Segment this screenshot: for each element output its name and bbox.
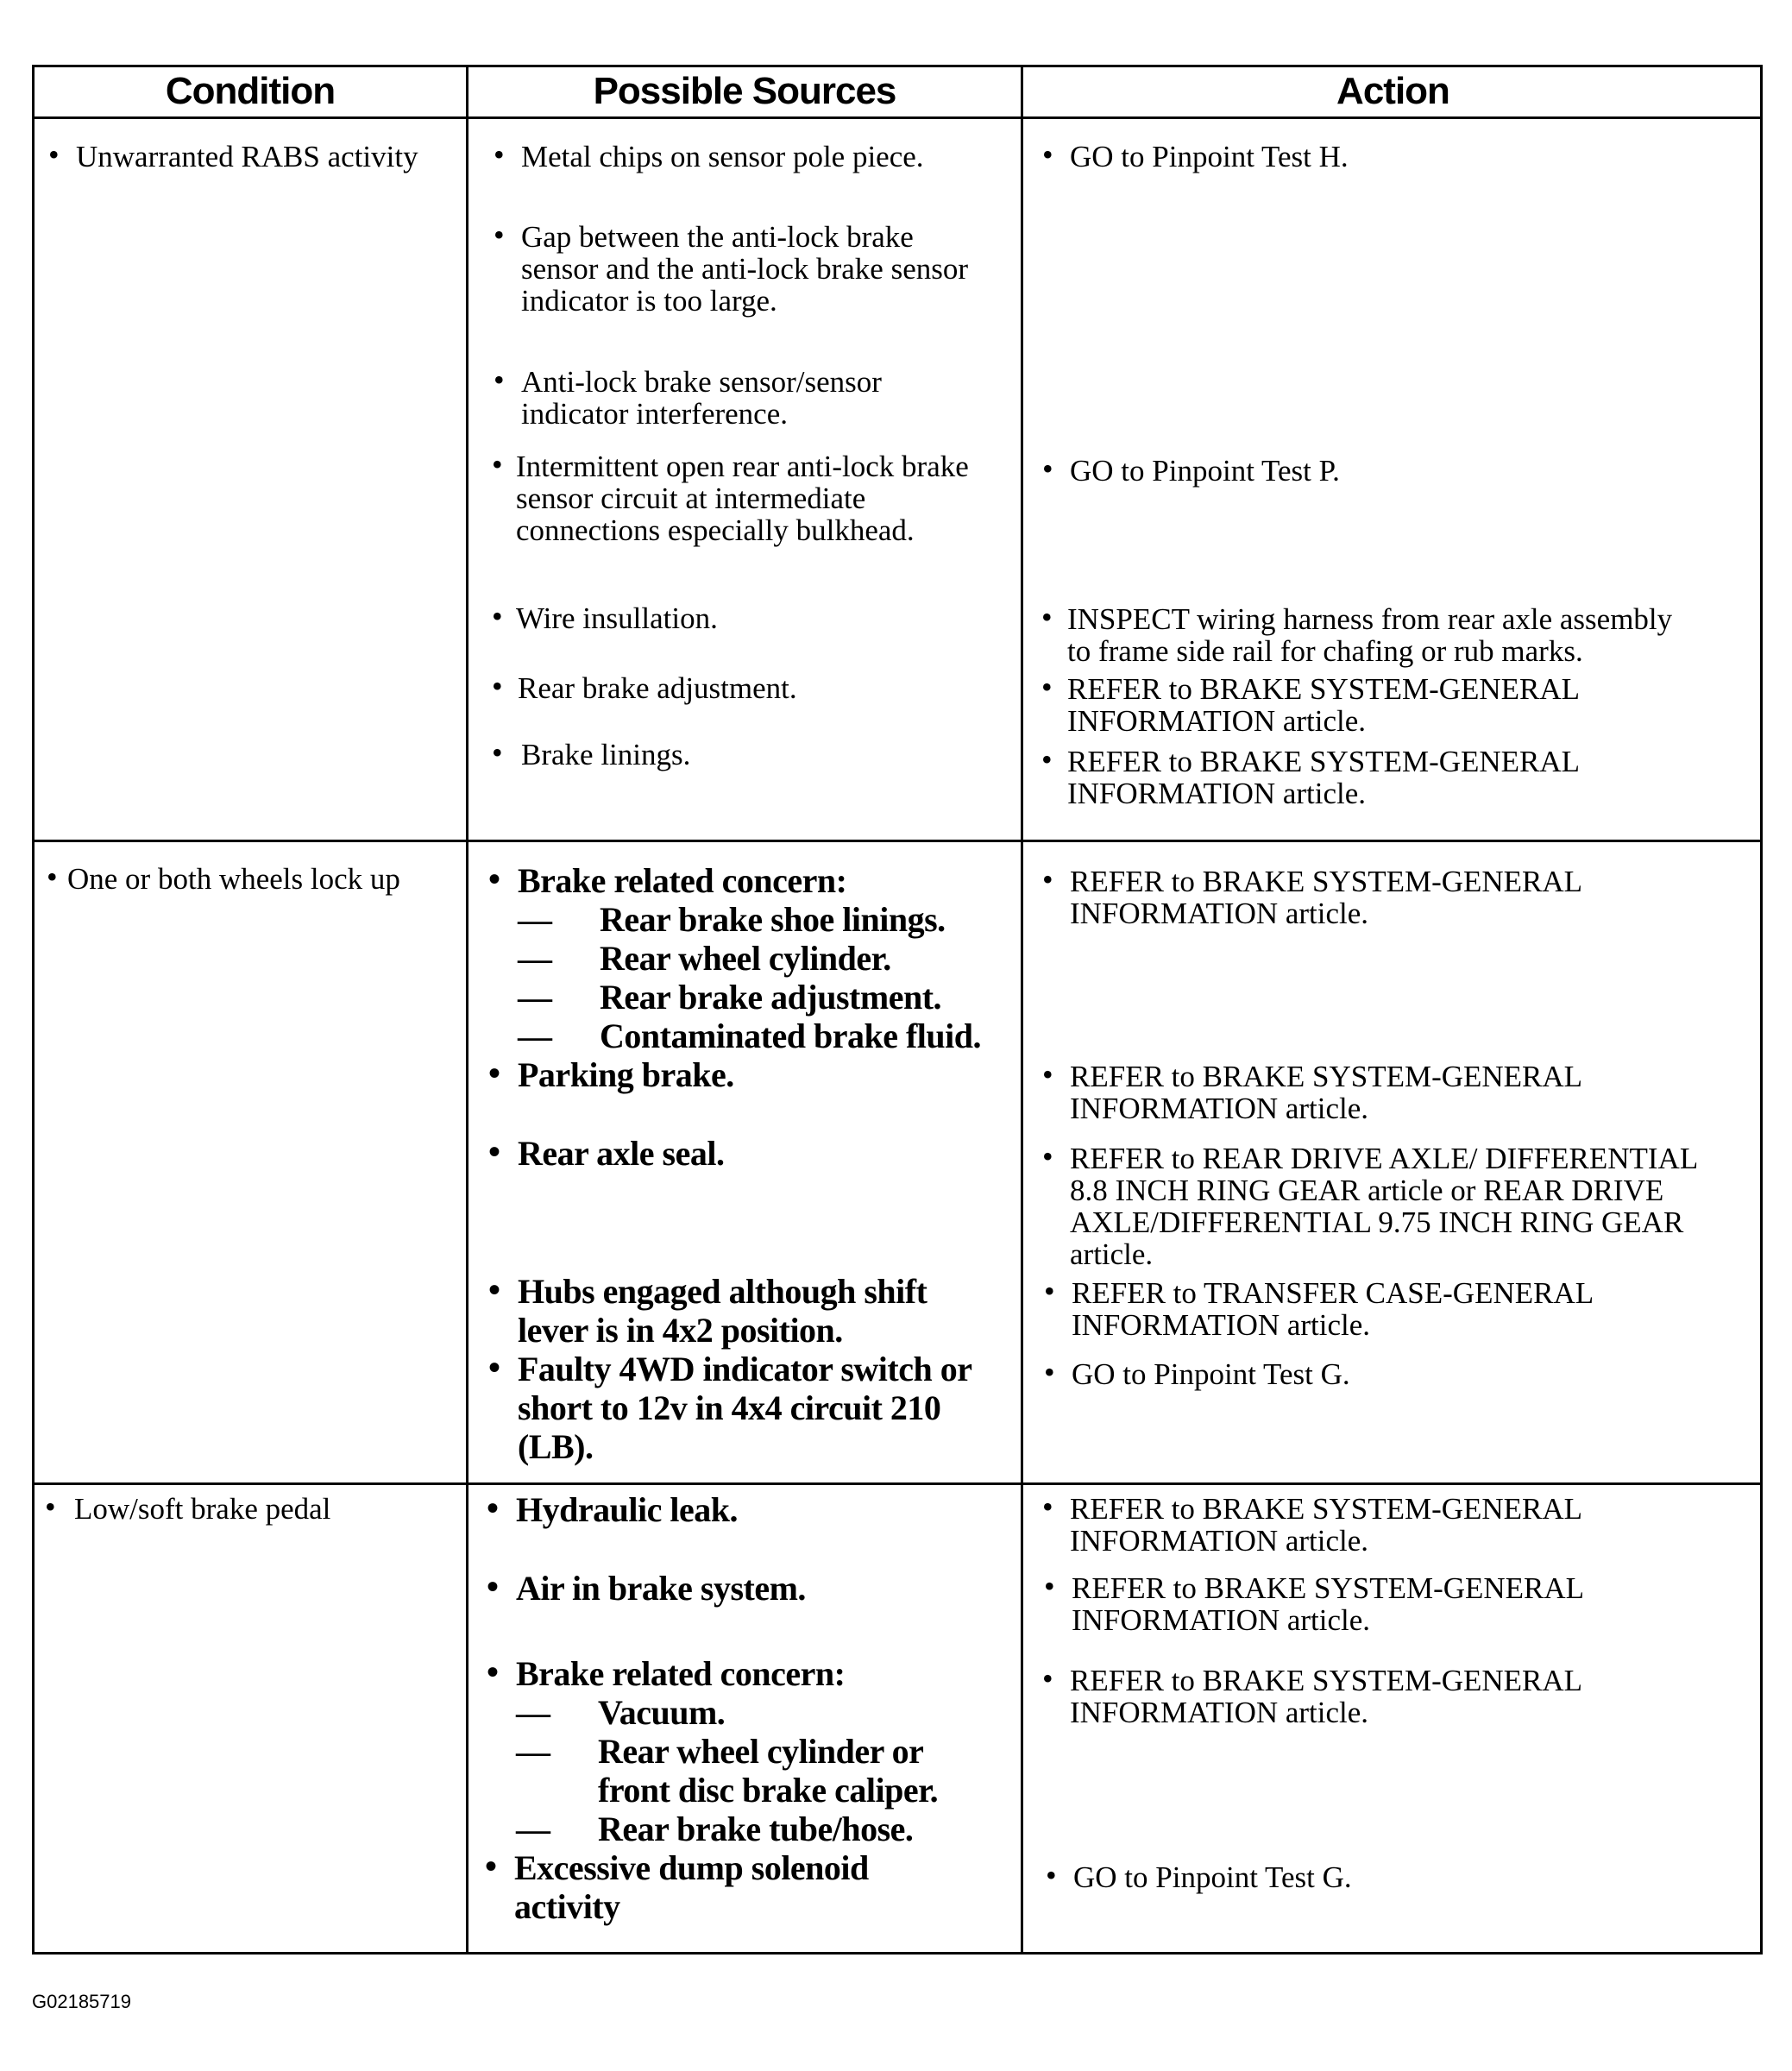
bullet: • <box>487 1489 499 1527</box>
action-item <box>1042 451 1340 488</box>
source-item <box>488 1348 972 1466</box>
action-text: REFER to BRAKE SYSTEM-GENERAL INFORMATION article. <box>1070 1664 1583 1729</box>
action-item <box>1041 600 1673 668</box>
bullet: • <box>492 599 503 633</box>
action-text: GO to Pinpoint Test G. <box>1072 1357 1350 1391</box>
bullet: • <box>494 362 505 397</box>
bullet: • <box>1044 1355 1055 1389</box>
source-text: Excessive dump solenoid activity <box>514 1848 869 1926</box>
action-text: REFER to BRAKE SYSTEM-GENERAL INFORMATION article. <box>1070 1492 1583 1558</box>
source-item <box>494 137 924 173</box>
bullet: • <box>48 137 60 172</box>
bullet: • <box>45 1489 56 1524</box>
bullet: • <box>1041 742 1053 777</box>
source-subitem-text: Rear wheel cylinder. <box>600 939 891 978</box>
dash: — <box>518 939 552 978</box>
condition-cell <box>47 859 400 896</box>
condition-text: Low/soft brake pedal <box>74 1492 331 1526</box>
source-text: Wire insullation. <box>516 601 718 635</box>
source-text: Anti-lock brake sensor/sensor indicator interference. <box>521 365 882 431</box>
source-item <box>488 1054 734 1094</box>
bullet: • <box>488 1054 500 1092</box>
source-text: Gap between the anti-lock brake sensor and the anti-lock brake sensor indicator is too large. <box>521 220 969 318</box>
source-item <box>494 362 882 431</box>
source-subitem-text: Rear brake shoe linings. <box>600 900 946 939</box>
source-text: Rear brake adjustment. <box>518 671 797 705</box>
row-divider <box>32 1482 1763 1485</box>
bullet: • <box>1042 1057 1053 1092</box>
bullet: • <box>1042 137 1053 172</box>
action-item <box>1042 862 1583 930</box>
action-item <box>1044 1569 1585 1637</box>
bullet: • <box>492 447 503 482</box>
action-item <box>1042 1661 1583 1729</box>
bullet: • <box>488 859 500 898</box>
dash: — <box>516 1810 550 1848</box>
bullet: • <box>488 1270 500 1309</box>
bullet: • <box>488 1348 500 1387</box>
row-divider <box>32 840 1763 842</box>
source-text: Metal chips on sensor pole piece. <box>521 140 924 173</box>
action-text: INSPECT wiring harness from rear axle assembly to frame side rail for chafing or rub marks. <box>1067 602 1673 668</box>
bullet: • <box>487 1567 499 1606</box>
bullet: • <box>1046 1858 1057 1892</box>
action-item <box>1046 1858 1352 1894</box>
source-subitem-text: Rear brake adjustment. <box>600 978 942 1017</box>
source-subitem-text: Rear brake tube/hose. <box>598 1810 914 1848</box>
source-item <box>488 1132 725 1173</box>
condition-text: Unwarranted RABS activity <box>76 140 418 173</box>
bullet: • <box>485 1847 497 1885</box>
bullet: • <box>488 1132 500 1171</box>
column-header-possible-sources: Possible Sources <box>593 70 896 112</box>
action-item <box>1044 1274 1594 1342</box>
action-text: REFER to BRAKE SYSTEM-GENERAL INFORMATION article. <box>1070 865 1583 930</box>
action-text: REFER to TRANSFER CASE-GENERAL INFORMATION article. <box>1072 1276 1594 1342</box>
source-text: Hydraulic leak. <box>516 1490 738 1529</box>
bullet: • <box>487 1652 499 1691</box>
bullet: • <box>1042 1489 1053 1524</box>
action-item <box>1042 1057 1583 1125</box>
bullet: • <box>1042 451 1053 486</box>
source-text: Parking brake. <box>518 1055 734 1094</box>
dash: — <box>518 900 552 939</box>
source-text: Rear axle seal. <box>518 1134 725 1173</box>
source-item <box>487 1489 738 1529</box>
source-text: Intermittent open rear anti-lock brake sensor circuit at intermediate connections especially bulkhead. <box>516 450 969 547</box>
action-item <box>1042 1489 1583 1558</box>
dash: — <box>516 1693 550 1732</box>
action-item <box>1042 1139 1699 1271</box>
action-text: REFER to BRAKE SYSTEM-GENERAL INFORMATION article. <box>1072 1571 1585 1637</box>
source-item <box>487 1567 806 1608</box>
action-text: GO to Pinpoint Test P. <box>1070 454 1340 488</box>
condition-text: One or both wheels lock up <box>67 862 400 896</box>
source-item <box>492 669 797 705</box>
source-item <box>485 1847 869 1926</box>
dash: — <box>518 1017 552 1055</box>
figure-id: G02185719 <box>32 1991 131 2012</box>
column-header-condition: Condition <box>165 70 336 112</box>
bullet: • <box>492 669 503 703</box>
bullet: • <box>492 735 503 770</box>
source-text: Air in brake system. <box>516 1569 806 1608</box>
bullet: • <box>494 137 505 172</box>
bullet: • <box>1044 1274 1055 1308</box>
action-text: REFER to BRAKE SYSTEM-GENERAL INFORMATION article. <box>1067 745 1581 810</box>
condition-cell <box>48 137 418 173</box>
dash: — <box>516 1732 550 1771</box>
source-text: Brake related concern: <box>516 1654 846 1693</box>
source-item <box>492 447 969 547</box>
condition-cell <box>45 1489 331 1526</box>
source-item <box>488 859 847 900</box>
source-item <box>487 1652 846 1693</box>
bullet: • <box>47 859 58 894</box>
action-text: GO to Pinpoint Test H. <box>1070 140 1349 173</box>
action-text: REFER to BRAKE SYSTEM-GENERAL INFORMATION article. <box>1070 1060 1583 1125</box>
dash: — <box>518 978 552 1017</box>
action-item <box>1041 742 1581 810</box>
source-subitem-text: Vacuum. <box>598 1693 726 1732</box>
source-text: Brake linings. <box>521 738 691 771</box>
action-item <box>1041 670 1581 738</box>
bullet: • <box>1044 1569 1055 1603</box>
bullet: • <box>1042 1139 1053 1174</box>
bullet: • <box>1042 1661 1053 1696</box>
source-subitem-text: Rear wheel cylinder or front disc brake caliper. <box>598 1732 939 1810</box>
column-divider <box>1021 65 1023 1955</box>
source-subitem-text: Contaminated brake fluid. <box>600 1017 981 1055</box>
source-item <box>488 1270 927 1350</box>
bullet: • <box>1041 600 1053 634</box>
column-header-action: Action <box>1336 70 1449 112</box>
action-item <box>1044 1355 1350 1391</box>
action-text: REFER to BRAKE SYSTEM-GENERAL INFORMATION article. <box>1067 672 1581 738</box>
bullet: • <box>494 217 505 252</box>
source-item <box>492 735 691 771</box>
source-text: Brake related concern: <box>518 861 847 900</box>
source-item <box>494 217 969 318</box>
column-divider <box>466 65 468 1955</box>
bullet: • <box>1041 670 1053 704</box>
source-text: Faulty 4WD indicator switch or short to 12v in 4x4 circuit 210 (LB). <box>518 1350 972 1466</box>
action-item <box>1042 137 1349 173</box>
bullet: • <box>1042 862 1053 897</box>
action-text: GO to Pinpoint Test G. <box>1073 1860 1352 1894</box>
source-text: Hubs engaged although shift lever is in 4x2 position. <box>518 1272 927 1350</box>
action-text: REFER to REAR DRIVE AXLE/ DIFFERENTIAL 8.8 INCH RING GEAR article or REAR DRIVE AXLE/DIFFERENTIAL 9.75 INCH RING GEAR article. <box>1070 1142 1699 1271</box>
source-item <box>492 599 718 635</box>
